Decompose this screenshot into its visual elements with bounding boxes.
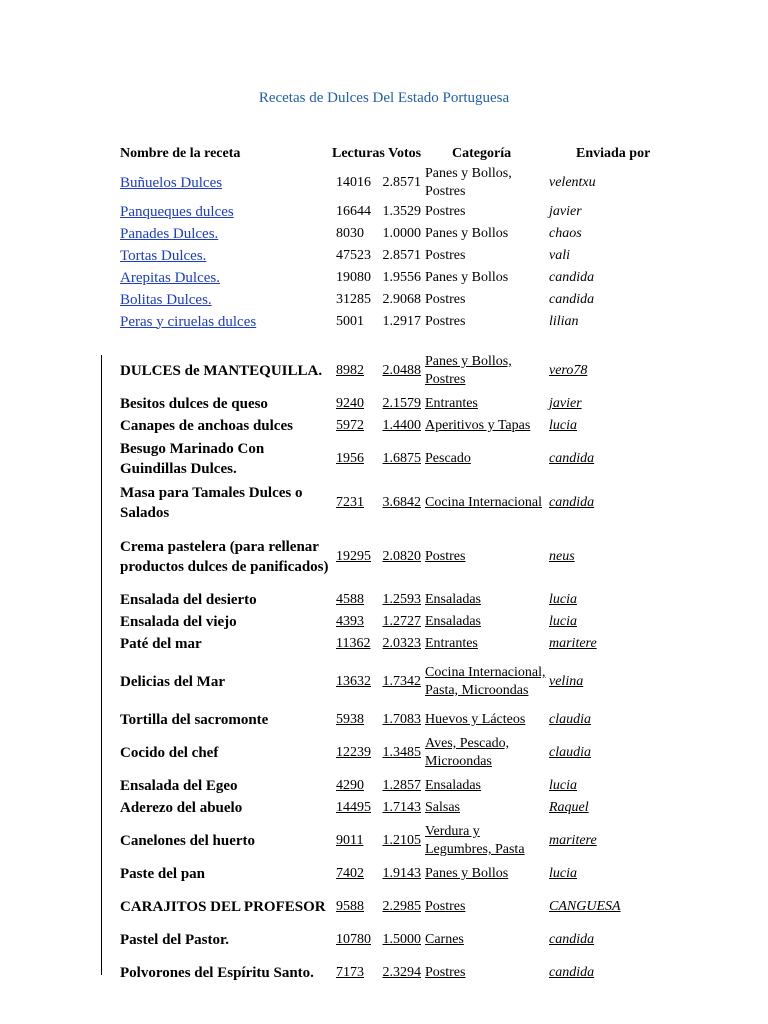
table-row: [116, 655, 644, 709]
category-cell: Entrantes: [425, 636, 478, 651]
author-cell[interactable]: candida: [549, 495, 595, 510]
reads-cell: 8982: [336, 363, 364, 378]
recipe-name-cell[interactable]: Ensalada del viejo: [120, 614, 237, 630]
votes-cell: 1.5000: [382, 932, 421, 947]
recipe-name-cell: [116, 245, 332, 267]
votes-cell: 1.6875: [382, 451, 421, 466]
votes-cell: 2.1579: [382, 396, 421, 411]
votes-cell: 3.6842: [382, 495, 421, 510]
table-row: [116, 393, 644, 415]
recipe-link[interactable]: Tortas Dulces.: [120, 247, 207, 264]
author-cell[interactable]: lucia: [549, 866, 577, 881]
recipe-link[interactable]: Buñuelos Dulces: [120, 174, 223, 191]
table-row: [116, 951, 644, 995]
reads-cell: 9011: [336, 833, 364, 848]
author-cell: javier: [549, 204, 582, 219]
votes-cell: 2.8571: [382, 248, 421, 263]
table-row: [116, 731, 644, 775]
votes-cell: 1.2917: [382, 314, 421, 329]
category-cell: Salsas: [425, 800, 460, 815]
recipe-name-cell[interactable]: Paste del pan: [120, 866, 206, 882]
author-cell[interactable]: candida: [549, 932, 595, 947]
category-cell: Postres: [425, 248, 466, 263]
recipe-name-cell: [116, 201, 332, 223]
table-row: [116, 267, 644, 289]
recipe-name-cell[interactable]: Cocido del chef: [120, 745, 219, 761]
header-recipe-name: Nombre de la receta: [120, 146, 241, 161]
reads-cell: 7402: [336, 866, 364, 881]
recipe-name-cell[interactable]: Aderezo del abuelo: [120, 800, 243, 816]
recipes-table: [116, 165, 644, 995]
author-cell[interactable]: claudia: [549, 712, 591, 727]
reads-cell: 14495: [336, 800, 371, 815]
table-row: [116, 819, 644, 863]
header-category: Categoría: [452, 146, 512, 161]
author-cell[interactable]: candida: [549, 451, 595, 466]
votes-cell: 1.7083: [382, 712, 421, 727]
table-row: [116, 929, 644, 951]
recipe-link[interactable]: Peras y ciruelas dulces: [120, 313, 257, 330]
table-row: [116, 863, 644, 885]
votes-cell: 1.4400: [382, 418, 421, 433]
author-cell[interactable]: lucia: [549, 418, 577, 433]
reads-cell: 9240: [336, 396, 364, 411]
votes-cell: 1.2727: [382, 614, 421, 629]
category-cell: Postres: [425, 204, 466, 219]
category-cell: Entrantes: [425, 396, 478, 411]
table-row: [116, 589, 644, 611]
recipe-name-cell[interactable]: Crema pastelera (para rellenar productos dulces de panificados): [120, 539, 329, 575]
recipe-name-cell[interactable]: Canelones del huerto: [120, 833, 255, 849]
category-cell: Ensaladas: [425, 592, 481, 607]
author-cell: candida: [549, 270, 595, 285]
votes-cell: 2.9068: [382, 292, 421, 307]
reads-cell: 5001: [336, 314, 364, 329]
author-cell: vali: [549, 248, 570, 263]
recipe-name-cell[interactable]: Besugo Marinado Con Guindillas Dulces.: [120, 441, 265, 477]
recipe-name-cell: [116, 223, 332, 245]
category-cell: Panes y Bollos, Postres: [425, 166, 512, 199]
reads-cell: 19080: [336, 270, 371, 285]
author-cell[interactable]: lucia: [549, 614, 577, 629]
category-cell: Aves, Pescado, Microondas: [425, 736, 510, 769]
reads-cell: 31285: [336, 292, 371, 307]
author-cell[interactable]: lucia: [549, 592, 577, 607]
votes-cell: 2.0488: [382, 363, 421, 378]
reads-cell: 5938: [336, 712, 364, 727]
recipe-name-cell: [116, 165, 332, 201]
category-cell: Cocina Internacional: [425, 495, 543, 510]
category-cell: Carnes: [425, 932, 464, 947]
table-row: [116, 437, 644, 481]
category-cell: Postres: [425, 965, 466, 980]
table-left-rule: [101, 355, 102, 975]
votes-cell: 2.0820: [382, 549, 421, 564]
author-cell: lilian: [549, 314, 579, 329]
recipe-name-cell[interactable]: Tortilla del sacromonte: [120, 712, 269, 728]
table-row: [116, 481, 644, 525]
recipe-name-cell[interactable]: Polvorones del Espíritu Santo.: [120, 965, 314, 981]
table-row: [116, 245, 644, 267]
reads-cell: 10780: [336, 932, 371, 947]
table-row: [116, 709, 644, 731]
category-cell: Ensaladas: [425, 778, 481, 793]
author-cell[interactable]: vero78: [549, 363, 588, 378]
table-row: [116, 885, 644, 929]
recipe-name-cell[interactable]: DULCES de MANTEQUILLA.: [120, 363, 323, 379]
votes-cell: 1.3485: [382, 745, 421, 760]
reads-cell: 11362: [336, 636, 371, 651]
table-row: [116, 525, 644, 589]
recipe-name-cell[interactable]: Delicias del Mar: [120, 674, 225, 690]
table-row: [116, 797, 644, 819]
recipe-name-cell: [116, 311, 332, 349]
category-cell: Aperitivos y Tapas: [425, 418, 531, 433]
recipe-link[interactable]: Panqueques dulces: [120, 203, 234, 220]
category-cell: Panes y Bollos: [425, 270, 509, 285]
reads-cell: 1956: [336, 451, 364, 466]
author-cell: candida: [549, 292, 595, 307]
votes-cell: 1.9143: [382, 866, 421, 881]
votes-cell: 1.3529: [382, 204, 421, 219]
recipe-name-cell: [116, 289, 332, 311]
reads-cell: 4588: [336, 592, 364, 607]
recipe-link[interactable]: Panades Dulces.: [120, 225, 219, 242]
category-cell: Panes y Bollos: [425, 866, 509, 881]
author-cell[interactable]: neus: [549, 549, 575, 564]
category-cell: Postres: [425, 292, 466, 307]
reads-cell: 13632: [336, 674, 371, 689]
author-cell[interactable]: javier: [549, 396, 582, 411]
table-row: [116, 611, 644, 633]
reads-cell: 7173: [336, 965, 364, 980]
recipe-name-cell[interactable]: Canapes de anchoas dulces: [120, 418, 293, 434]
votes-cell: 2.3294: [382, 965, 421, 980]
votes-cell: 1.9556: [382, 270, 421, 285]
category-cell: Ensaladas: [425, 614, 481, 629]
reads-cell: 14016: [336, 175, 371, 190]
table-row: [116, 311, 644, 349]
author-cell: chaos: [549, 226, 582, 241]
author-cell[interactable]: maritere: [549, 636, 597, 651]
reads-cell: 7231: [336, 495, 364, 510]
header-reads-votes: Lecturas Votos: [332, 146, 422, 161]
table-row: [116, 633, 644, 655]
recipe-name-cell: [116, 267, 332, 289]
votes-cell: 1.7342: [382, 674, 421, 689]
author-cell[interactable]: maritere: [549, 833, 597, 848]
table-row: [116, 775, 644, 797]
recipe-link[interactable]: Arepitas Dulces.: [120, 269, 220, 286]
table-row: [116, 349, 644, 393]
recipe-name-cell[interactable]: CARAJITOS DEL PROFESOR: [120, 899, 326, 915]
reads-cell: 16644: [336, 204, 371, 219]
reads-cell: 4393: [336, 614, 364, 629]
author-cell[interactable]: Raquel: [549, 800, 589, 815]
table-row: [116, 289, 644, 311]
reads-cell: 4290: [336, 778, 364, 793]
reads-cell: 8030: [336, 226, 364, 241]
reads-cell: 19295: [336, 549, 371, 564]
table-row: [116, 201, 644, 223]
table-row: [116, 223, 644, 245]
author-cell[interactable]: velina: [549, 674, 584, 689]
table-row: [116, 415, 644, 437]
recipe-name-cell[interactable]: Pastel del Pastor.: [120, 932, 230, 948]
author-cell[interactable]: lucia: [549, 778, 577, 793]
votes-cell: 1.7143: [382, 800, 421, 815]
category-cell: Panes y Bollos: [425, 226, 509, 241]
recipe-name-cell[interactable]: Besitos dulces de queso: [120, 396, 268, 412]
votes-cell: 1.0000: [382, 226, 421, 241]
votes-cell: 2.8571: [382, 175, 421, 190]
category-cell: Panes y Bollos, Postres: [425, 354, 512, 387]
recipe-name-cell[interactable]: Ensalada del Egeo: [120, 778, 238, 794]
page-title: Recetas de Dulces Del Estado Portuguesa: [258, 90, 510, 106]
votes-cell: 1.2857: [382, 778, 421, 793]
reads-cell: 12239: [336, 745, 371, 760]
category-cell: Huevos y Lácteos: [425, 712, 526, 727]
reads-cell: 47523: [336, 248, 371, 263]
author-cell[interactable]: claudia: [549, 745, 591, 760]
category-cell: Verdura y Legumbres, Pasta: [425, 824, 525, 857]
category-cell: Pescado: [425, 451, 471, 466]
votes-cell: 2.0323: [382, 636, 421, 651]
author-cell: velentxu: [549, 175, 596, 190]
author-cell[interactable]: CANGUESA: [549, 899, 621, 914]
recipe-name-cell[interactable]: Paté del mar: [120, 636, 202, 652]
table-row: [116, 165, 644, 201]
author-cell[interactable]: candida: [549, 965, 595, 980]
votes-cell: 1.2593: [382, 592, 421, 607]
category-cell: Postres: [425, 899, 466, 914]
header-sent-by: Enviada por: [576, 146, 651, 161]
recipe-name-cell[interactable]: Ensalada del desierto: [120, 592, 257, 608]
category-cell: Cocina Internacional, Pasta, Microondas: [425, 665, 546, 698]
votes-cell: 1.2105: [382, 833, 421, 848]
reads-cell: 9588: [336, 899, 364, 914]
recipe-link[interactable]: Bolitas Dulces.: [120, 291, 212, 308]
votes-cell: 2.2985: [382, 899, 421, 914]
category-cell: Postres: [425, 549, 466, 564]
reads-cell: 5972: [336, 418, 364, 433]
recipe-name-cell[interactable]: Masa para Tamales Dulces o Salados: [120, 485, 303, 521]
category-cell: Postres: [425, 314, 466, 329]
